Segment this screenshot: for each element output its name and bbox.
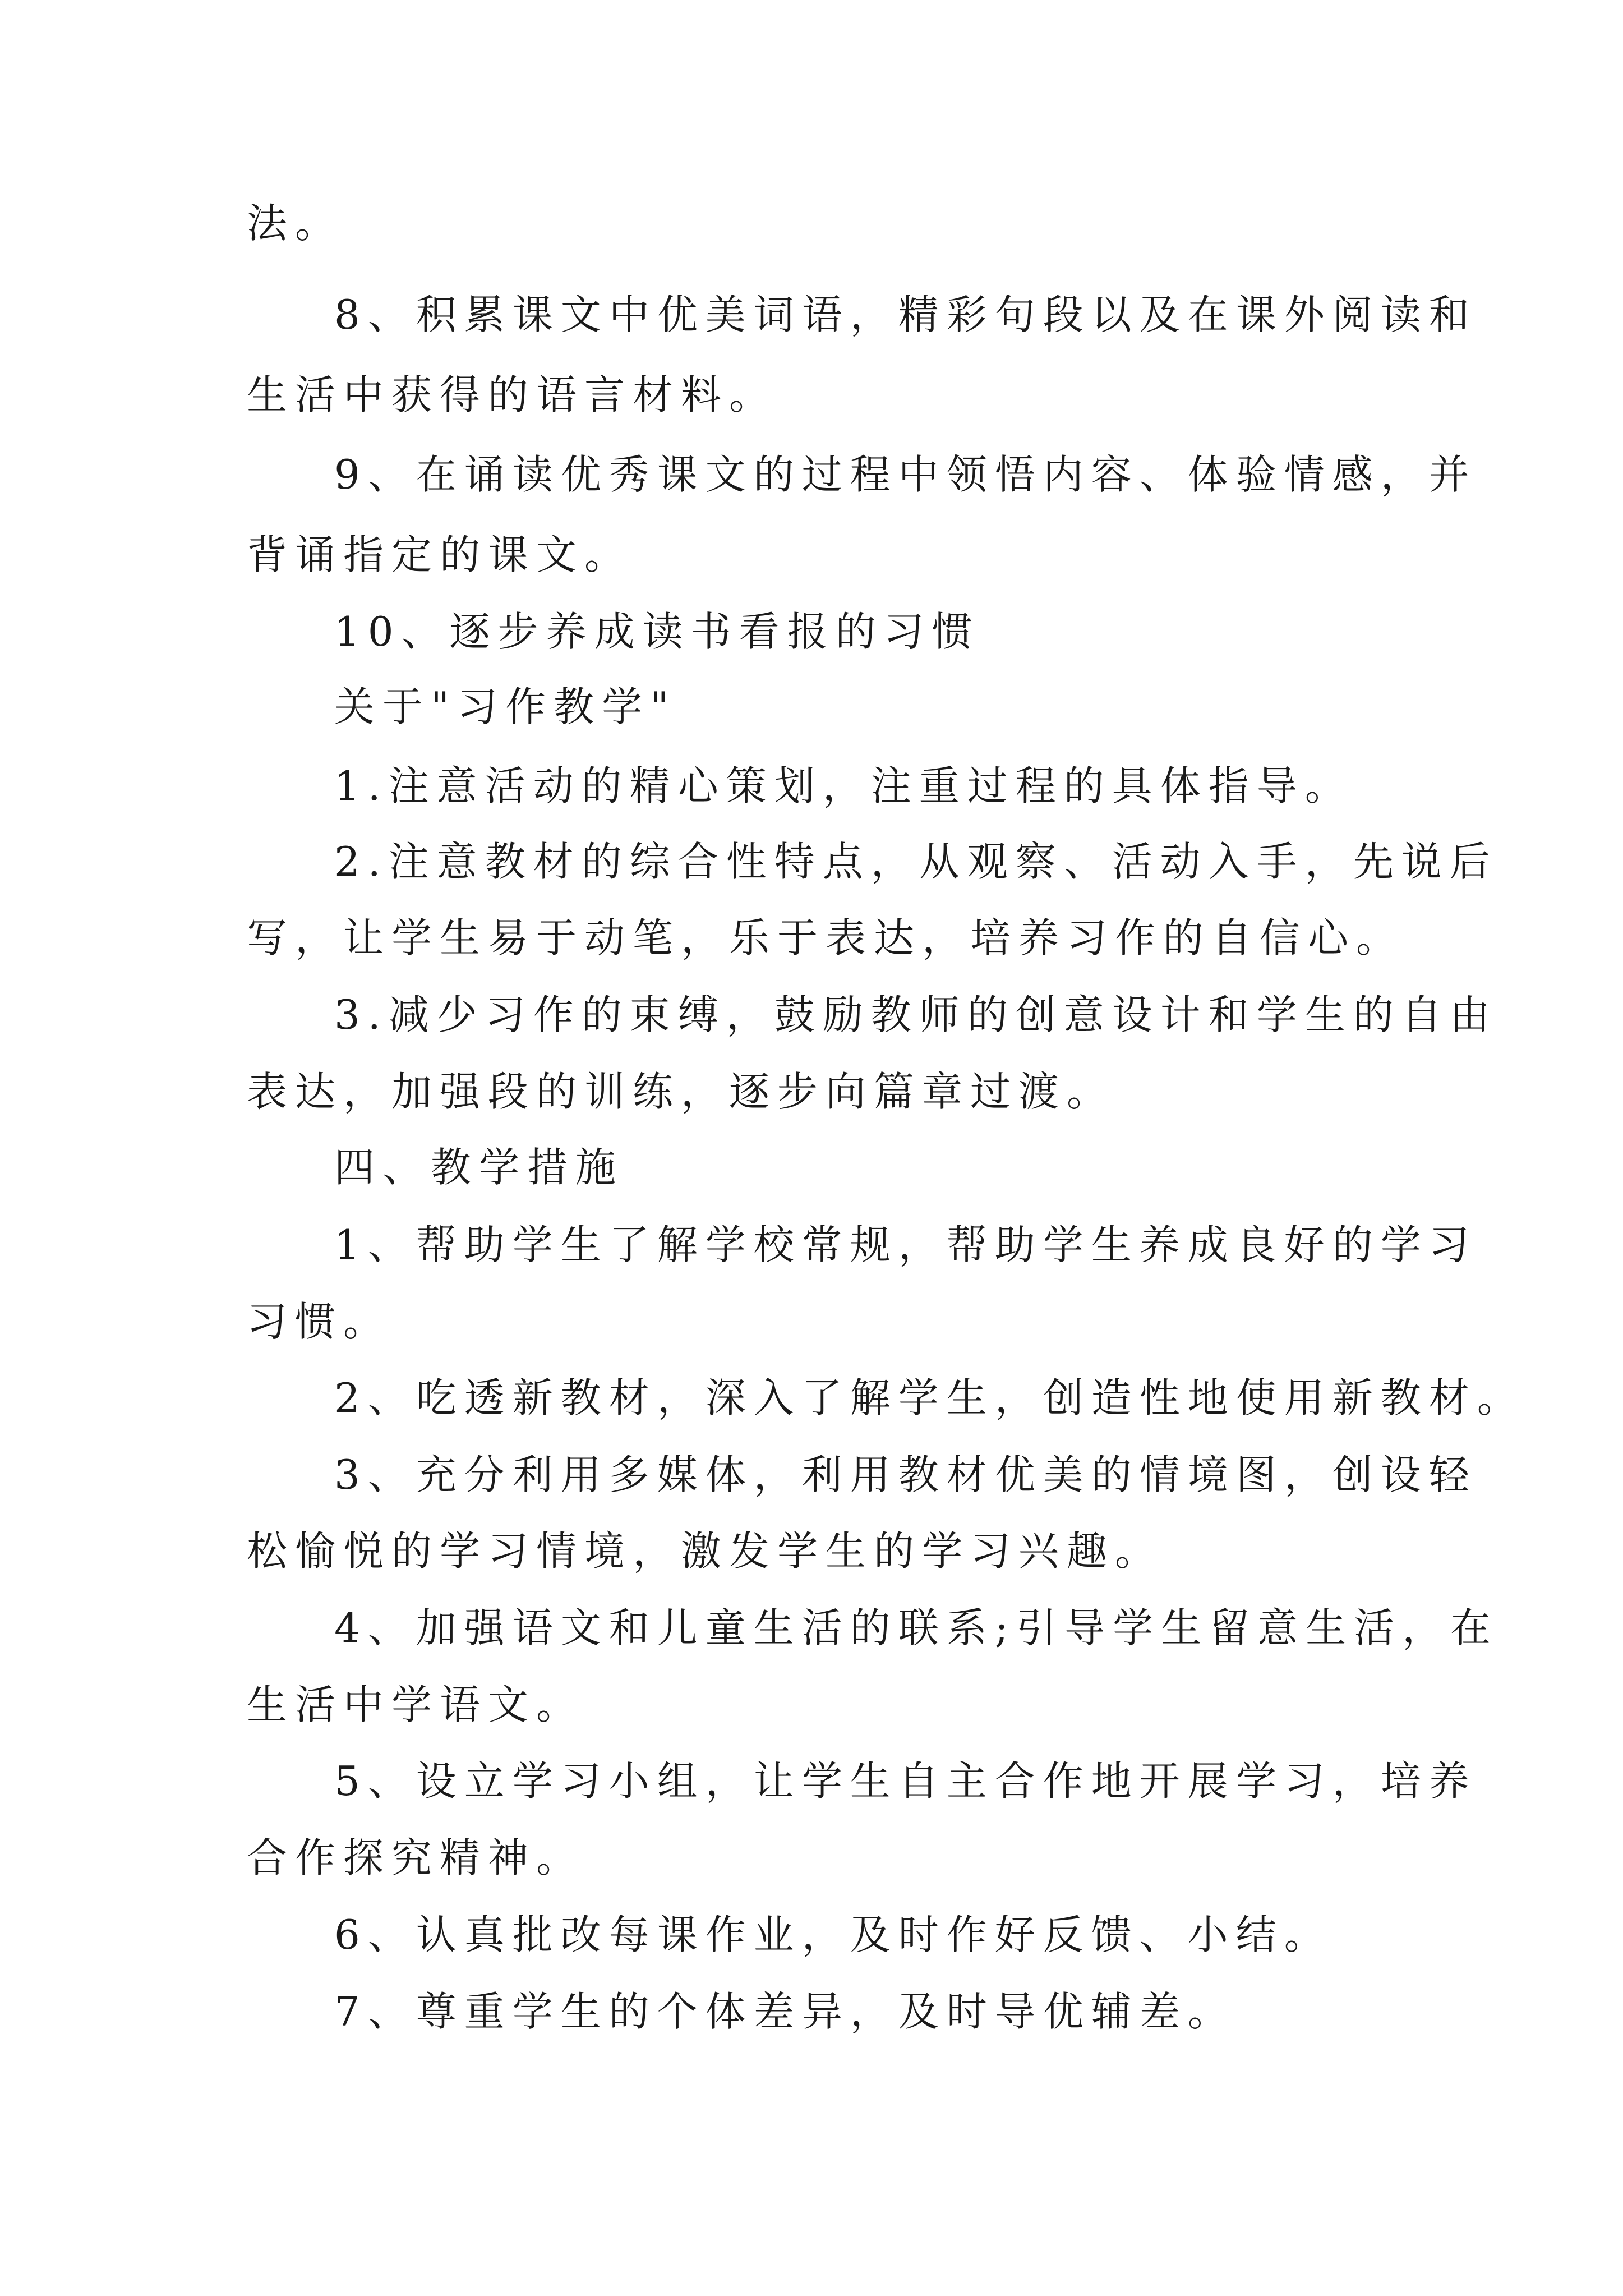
text-line-13: 四、教学措施 xyxy=(334,1144,624,1191)
text-line-11: 3.减少习作的束缚，鼓励教师的创意设计和学生的自由 xyxy=(334,991,1498,1038)
text-line-23: 6、认真批改每课作业，及时作好反馈、小结。 xyxy=(334,1911,1332,1958)
text-line-21: 5、设立学习小组，让学生自主合作地开展学习，培养 xyxy=(334,1757,1477,1805)
text-line-12: 表达，加强段的训练，逐步向篇章过渡。 xyxy=(247,1068,1115,1115)
text-line-20: 生活中学语文。 xyxy=(247,1681,585,1728)
text-line-2: 8、积累课文中优美词语，精彩句段以及在课外阅读和 xyxy=(334,291,1477,338)
text-line-4: 9、在诵读优秀课文的过程中领悟内容、体验情感，并 xyxy=(334,451,1477,498)
text-line-22: 合作探究精神。 xyxy=(247,1834,585,1881)
text-line-16: 2、吃透新教材，深入了解学生，创造性地使用新教材。 xyxy=(334,1374,1525,1421)
text-line-14: 1、帮助学生了解学校常规，帮助学生养成良好的学习 xyxy=(334,1221,1477,1268)
text-line-9: 2.注意教材的综合性特点，从观察、活动入手，先说后 xyxy=(334,838,1498,885)
text-line-10: 写，让学生易于动笔，乐于表达，培养习作的自信心。 xyxy=(247,914,1405,961)
text-line-6: 10、逐步养成读书看报的习惯 xyxy=(334,608,980,655)
text-line-1: 法。 xyxy=(247,200,344,247)
text-line-17: 3、充分利用多媒体，利用教材优美的情境图，创设轻 xyxy=(334,1451,1477,1498)
text-line-19: 4、加强语文和儿童生活的联系;引导学生留意生活，在 xyxy=(334,1604,1499,1651)
text-line-5: 背诵指定的课文。 xyxy=(247,531,633,578)
text-line-7: 关于"习作教学" xyxy=(334,683,677,730)
text-line-18: 松愉悦的学习情境，激发学生的学习兴趣。 xyxy=(247,1527,1164,1575)
text-line-24: 7、尊重学生的个体差异，及时导优辅差。 xyxy=(334,1988,1236,2035)
text-line-15: 习惯。 xyxy=(247,1298,392,1345)
text-line-8: 1.注意活动的精心策划，注重过程的具体指导。 xyxy=(334,762,1353,809)
text-line-3: 生活中获得的语言材料。 xyxy=(247,371,778,418)
